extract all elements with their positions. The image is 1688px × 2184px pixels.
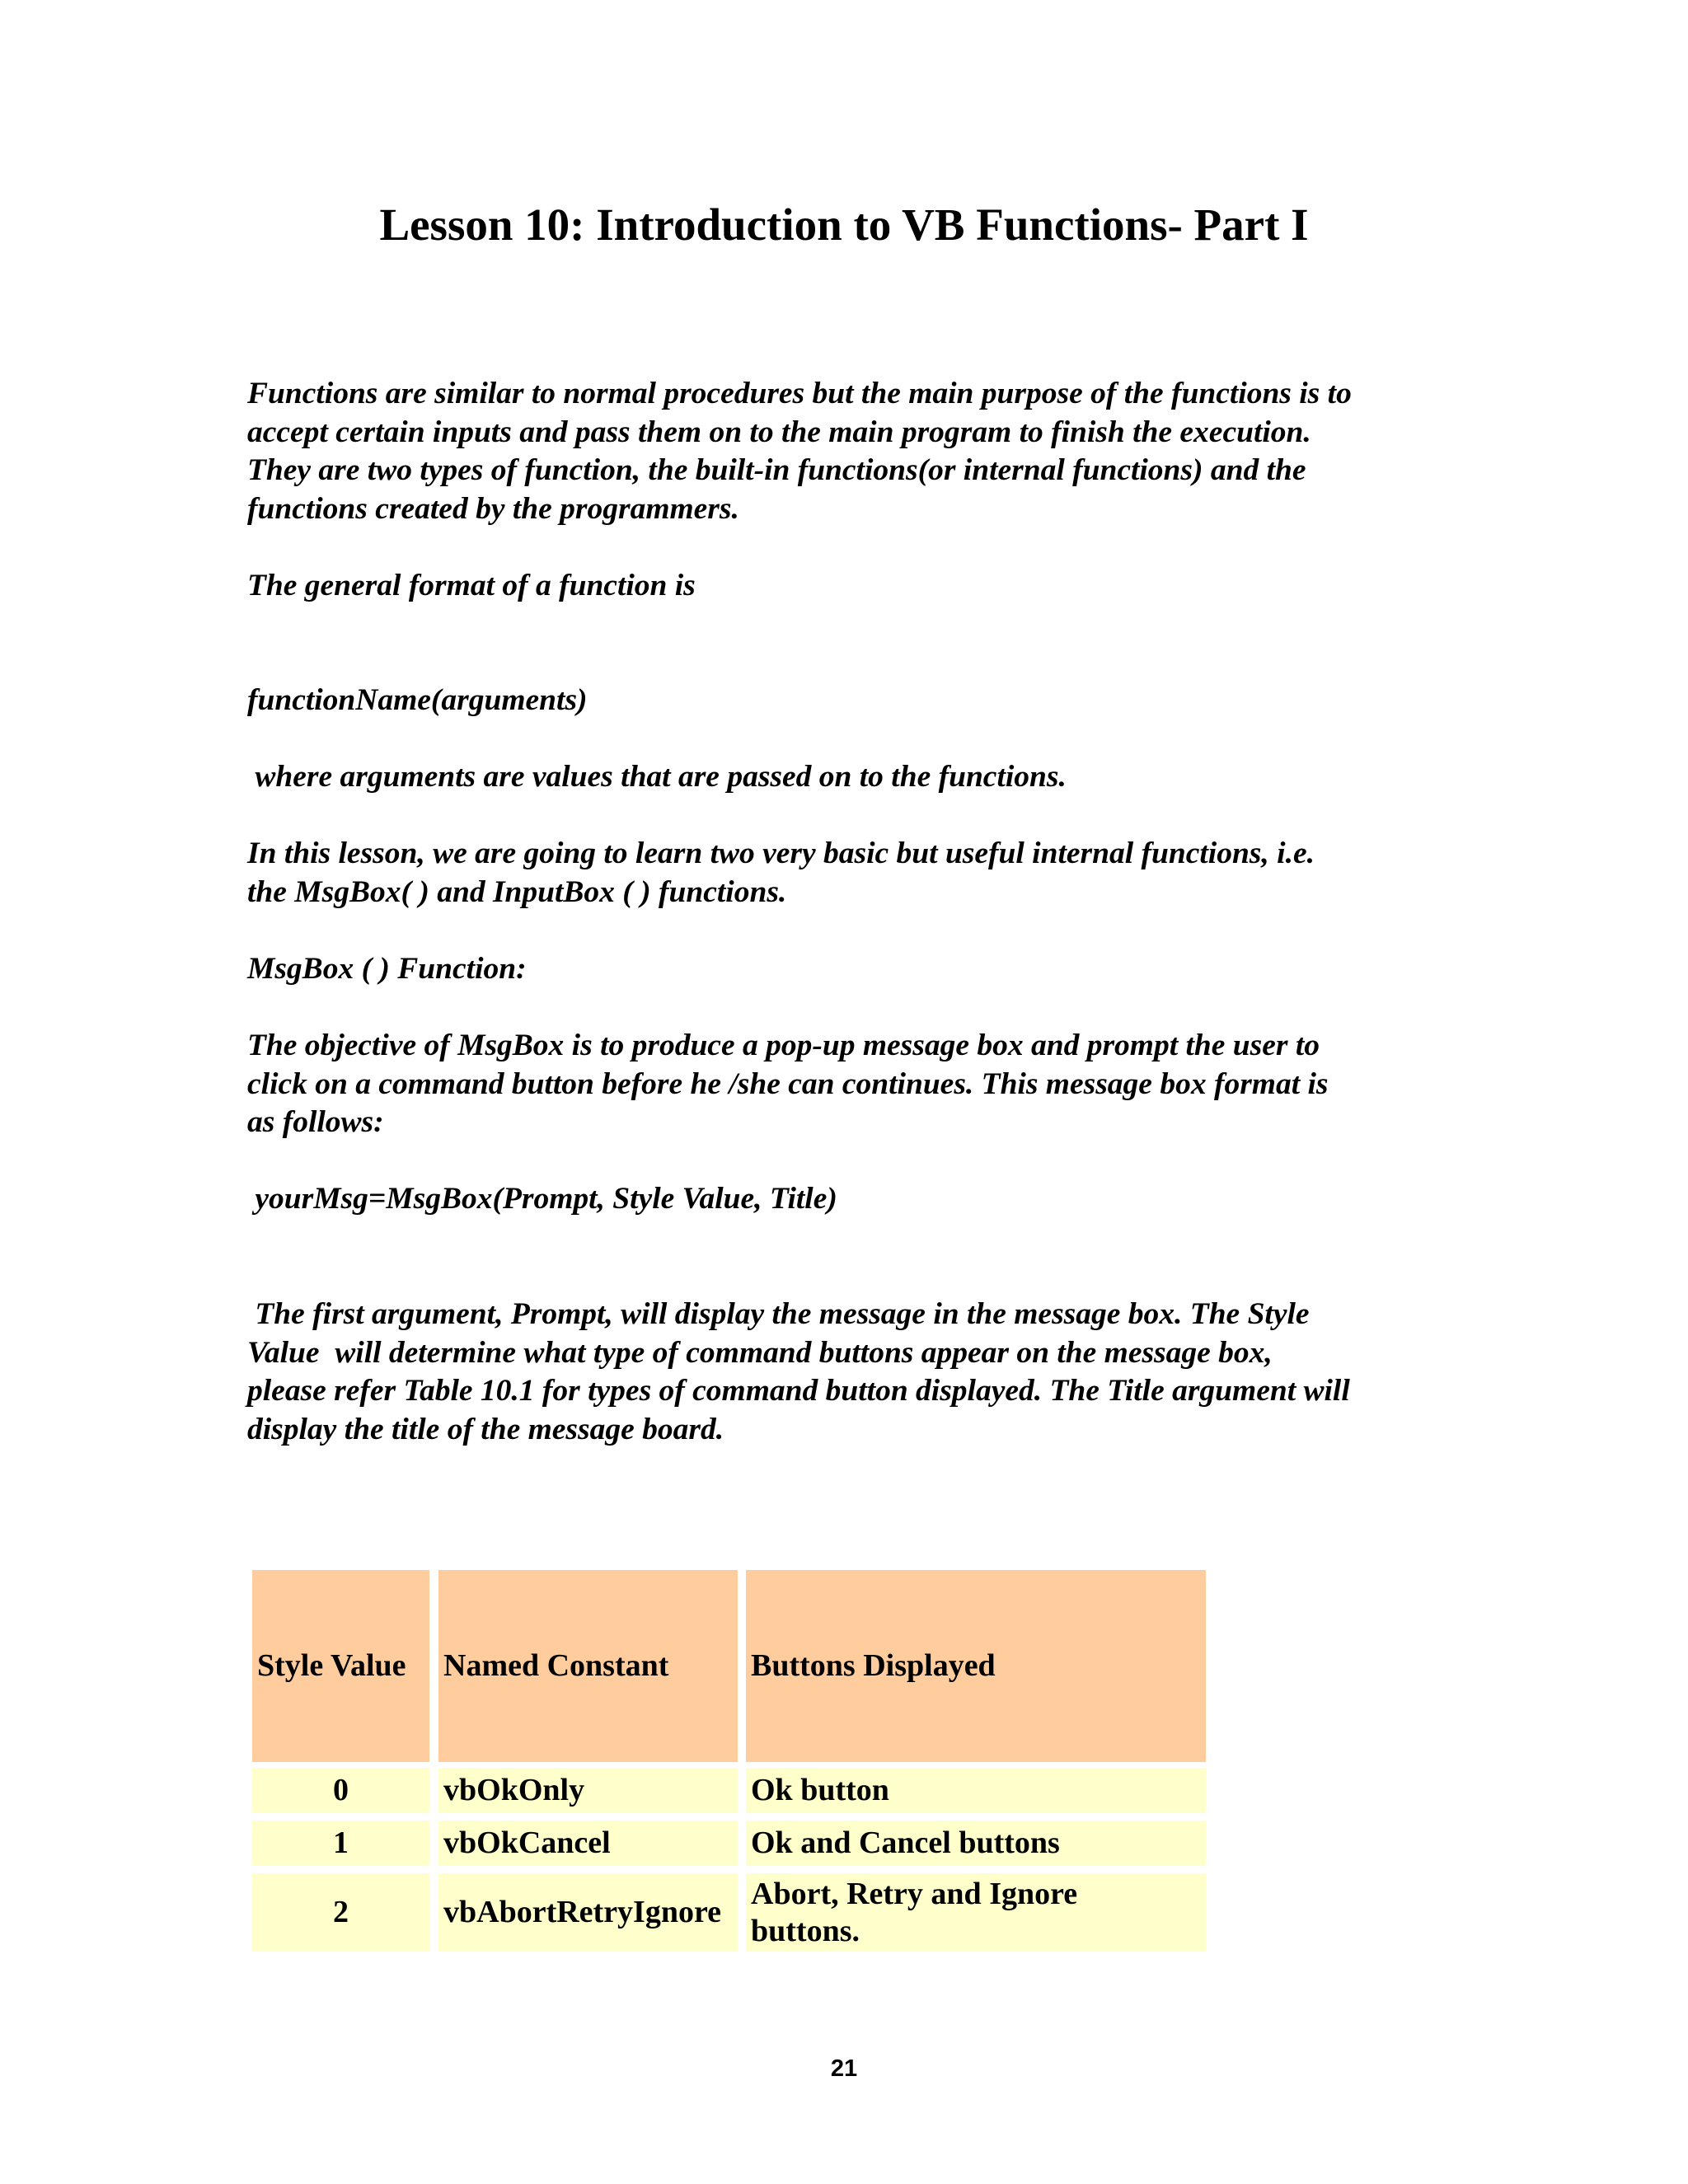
arguments-line: display the title of the message board. — [247, 1412, 724, 1446]
table-cell-named-constant: vbOkOnly — [438, 1768, 738, 1813]
lesson-intro-line: In this lesson, we are going to learn two very basic but useful internal functions, i.e. — [247, 837, 1315, 870]
where-arguments-text — [247, 758, 1451, 797]
arguments-line: please refer Table 10.1 for types of command button displayed. The Title argument will — [247, 1374, 1350, 1408]
arguments-paragraph — [247, 1296, 1451, 1449]
table-cell-style-value: 1 — [252, 1821, 429, 1866]
objective-line: The objective of MsgBox is to produce a pop-up message box and prompt the user to — [247, 1029, 1320, 1062]
table-cell-buttons-displayed: Ok button — [746, 1768, 1206, 1813]
msgbox-syntax-line: yourMsg=MsgBox(Prompt, Style Value, Title) — [247, 1182, 837, 1216]
page-number: 21 — [830, 2055, 858, 2082]
table-cell-style-value: 2 — [252, 1873, 429, 1952]
objective-line: click on a command button before he /she can continues. This message box format is — [247, 1066, 1329, 1101]
table-header-named-constant: Named Constant — [438, 1570, 738, 1762]
general-format-text — [247, 567, 1451, 606]
table-cell-named-constant: vbOkCancel — [438, 1821, 738, 1866]
table-header-buttons-displayed: Buttons Displayed — [746, 1570, 1206, 1762]
table-cell-buttons-displayed: Abort, Retry and Ignore buttons. — [746, 1873, 1206, 1952]
objective-paragraph — [247, 1027, 1451, 1142]
intro-line: They are two types of function, the built-in functions(or internal functions) and the — [247, 453, 1306, 487]
table-header-style-value: Style Value — [252, 1570, 429, 1762]
msgbox-syntax — [247, 1180, 1451, 1219]
arguments-line: Value will determine what type of command buttons appear on the message box, — [247, 1335, 1273, 1370]
page-title: Lesson 10: Introduction to VB Functions- Part I — [379, 199, 1309, 250]
table-cell-buttons-displayed: Ok and Cancel buttons — [746, 1821, 1206, 1866]
msgbox-heading-line: MsgBox ( ) Function: — [247, 952, 527, 986]
where-arguments-line: where arguments are values that are passed on to the functions. — [247, 760, 1067, 794]
general-format-line: The general format of a function is — [247, 569, 696, 602]
function-syntax — [247, 682, 1451, 720]
lesson-intro-line: the MsgBox( ) and InputBox ( ) functions. — [247, 874, 787, 909]
intro-line: accept certain inputs and pass them on to the main program to finish the execution. — [247, 415, 1311, 449]
objective-line: as follows: — [247, 1105, 384, 1139]
table-cell-style-value: 0 — [252, 1768, 429, 1813]
msgbox-heading — [247, 950, 1451, 989]
table-cell-named-constant: vbAbortRetryIgnore — [438, 1873, 738, 1952]
intro-paragraph — [247, 375, 1451, 528]
function-syntax-line: functionName(arguments) — [247, 683, 588, 717]
intro-line: Functions are similar to normal procedures but the main purpose of the functions is to — [247, 377, 1352, 410]
intro-line: functions created by the programmers. — [247, 491, 739, 526]
lesson-intro-paragraph — [247, 835, 1451, 912]
arguments-line: The first argument, Prompt, will display the message in the message box. The Style — [247, 1297, 1310, 1331]
